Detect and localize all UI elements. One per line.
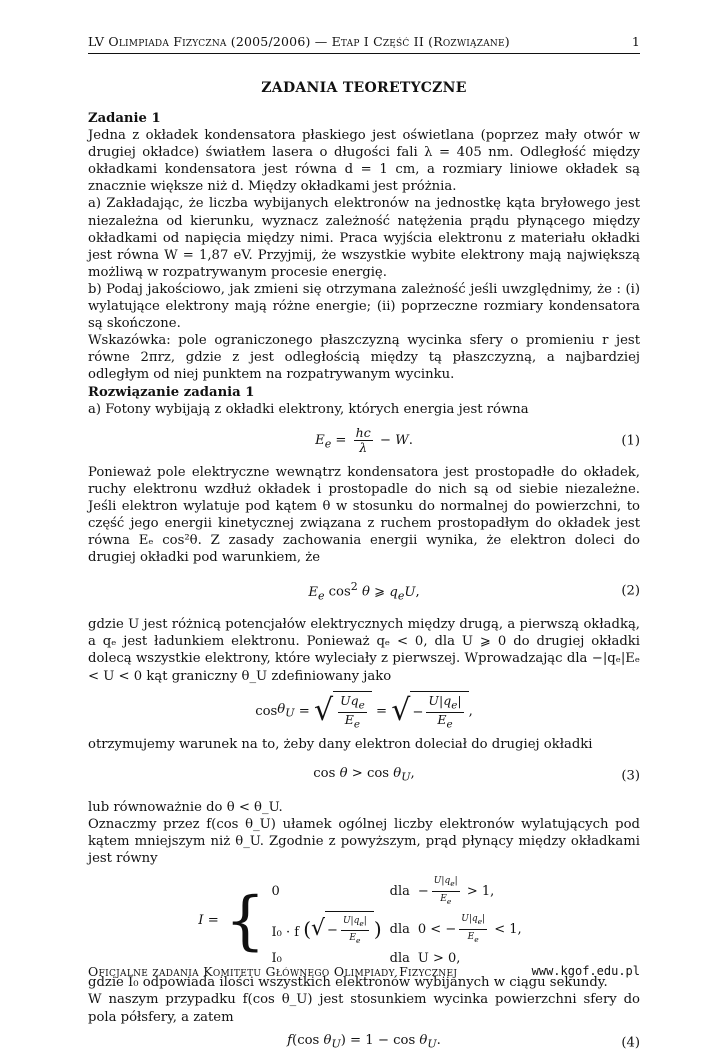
equation-2: $E_e$ $\cos^2 \theta$ ⩾ $q_eU$, (2) <box>308 580 640 603</box>
equation-4: f(cos $\theta_U) = 1 - \cos \theta_U$. (4) <box>287 1033 640 1051</box>
case-value-2: I₀ · f <box>271 924 300 940</box>
case-value-3: I₀ <box>271 951 282 967</box>
section-title: ZADANIA TEORETYCZNE <box>261 80 467 96</box>
page-number: 1 <box>631 34 640 49</box>
equation-theta-u: cos $\theta_U$ = √ $\frac{Uq_e}{E_e}$ = √ − $\frac{U|q_e|}{E_e}$ , <box>255 692 473 731</box>
solution-paragraph-2: Ponieważ pole elektryczne wewnątrz kondensatora jest prostopadłe do okładek, ruchy elektronu wzdłuż okładek i prostopadle do nich są od siebie niezależne. Jeśli elektron wylatuje pod kątem θ w stosunku do normalnej do powierzchni, to część jego energii kinetycznej związana z ruchem prostopadłym do okładek jest równa Eₑ cos²θ. Z zasady zachowania energii wynika, że elektron doleci do drugiej okładki pod warunkiem, że <box>88 464 640 566</box>
solution-paragraph-7: gdzie I₀ odpowiada ilości wszystkich elektronów wybijanych w ciągu sekundy. <box>88 975 608 991</box>
case-dla-3: dla <box>389 951 410 967</box>
solution-paragraph-1: a) Fotony wybijają z okładki elektrony, których energia jest równa <box>88 401 529 417</box>
task-paragraph-1: Jedna z okładek kondensatora płaskiego jest oświetlana (poprzez mały otwór w drugiej okładce) światłem lasera o długości fali λ = 405 nm. Odległość między okładkami kondensatora jest równa d = 1 cm, a rozmiary liniowe okładek są znacznie większe niż d. Między okładkami jest próżnia. <box>88 128 640 195</box>
equation-1: $E_e$ = $\frac{hc}{\lambda}$ − W. (1) <box>315 425 640 456</box>
equation-number: (1) <box>621 433 640 449</box>
left-brace: { <box>224 883 266 958</box>
equation-current: I = { 0 dla − $\frac{U|q_e|}{E_e}$ > 1, I₀ · f ( √ − $\frac{U|q_e|}{E_e}$ ) dla 0 < − $\frac{U|q_e|}{E_e}$ < 1, I₀ dla U > 0, <box>88 873 640 968</box>
task-paragraph-a: a) Zakładając, że liczba wybijanych elektronów na jednostkę kąta bryłowego jest niezależna od kierunku, wyznacz zależność natężenia prądu płynącego między okładkami od napięcia między nimi. Praca wyjścia elektronu z materiału okładki jest równa W = 1,87 eV. Przyjmij, że wszystkie wybite elektrony mają największą możliwą w rozpatrywanym procesie energię. <box>88 196 640 280</box>
solution-paragraph-8: W naszym przypadku f(cos θ_U) jest stosunkiem wycinka powierzchni sfery do pola półsfery, a zatem <box>88 992 640 1025</box>
solution-paragraph-4: otrzymujemy warunek na to, żeby dany elektron doleciał do drugiej okładki <box>88 736 593 752</box>
case-value-1: 0 <box>271 883 280 899</box>
header-title: LV Olimpiada Fizyczna (2005/2006) — Etap I Część II (Rozwiązane) <box>88 34 510 49</box>
task-paragraph-b: b) Podaj jakościowo, jak zmieni się otrzymana zależność jeśli uwzględnimy, że : (i) wylatujące elektrony mają różne energie; (ii) poprzeczne rozmiary kondensatora są skończone. <box>88 281 640 332</box>
equation-number: (2) <box>621 583 640 599</box>
task-heading: Zadanie 1 <box>88 111 161 126</box>
case-dla-1: dla <box>389 883 410 899</box>
equation-number: (3) <box>621 768 640 784</box>
solution-paragraph-5: lub równoważnie do θ < θ_U. <box>88 799 283 815</box>
document-body <box>88 110 640 1064</box>
task-hint: Wskazówka: pole ograniczonego płaszczyzną wycinka sfery o promieniu r jest równe 2πrz, gdzie z jest odległością między tą płaszczyzną, a najbardziej odległym od niej punktem na rozpatrywanym wycinku. <box>88 333 640 383</box>
equation-number: (4) <box>621 1035 640 1051</box>
solution-paragraph-3: gdzie U jest różnicą potencjałów elektrycznych między drugą, a pierwszą okładką, a qₑ jest ładunkiem elektronu. Ponieważ qₑ < 0, dla U ⩾ 0 do drugiej okładki dolecą wszystkie elektrony, które wyleciały z pierwszej. Wprowadzając dla −|qₑ|Eₑ < U < 0 kąt graniczny θ_U zdefiniowany jako <box>88 617 640 684</box>
footer-publisher: Oficjalne zadania Komitetu Głównego Olimpiady Fizycznej <box>88 964 458 979</box>
solution-paragraph-6: Oznaczmy przez f(cos θ_U) ułamek ogólnej liczby elektronów wylatujących pod kątem mniejszym niż θ_U. Zgodnie z powyższym, prąd płynący między okładkami jest równy <box>88 816 640 866</box>
solution-heading: Rozwiązanie zadania 1 <box>88 384 255 400</box>
equation-3: $\cos \theta > \cos \theta_U$, (3) <box>313 766 640 784</box>
page-footer <box>88 964 640 979</box>
case-condition-3: U > 0, <box>417 951 461 967</box>
case-dla-2: dla <box>389 921 410 937</box>
running-header <box>88 34 640 54</box>
footer-url: www.kgof.edu.pl <box>531 964 640 978</box>
